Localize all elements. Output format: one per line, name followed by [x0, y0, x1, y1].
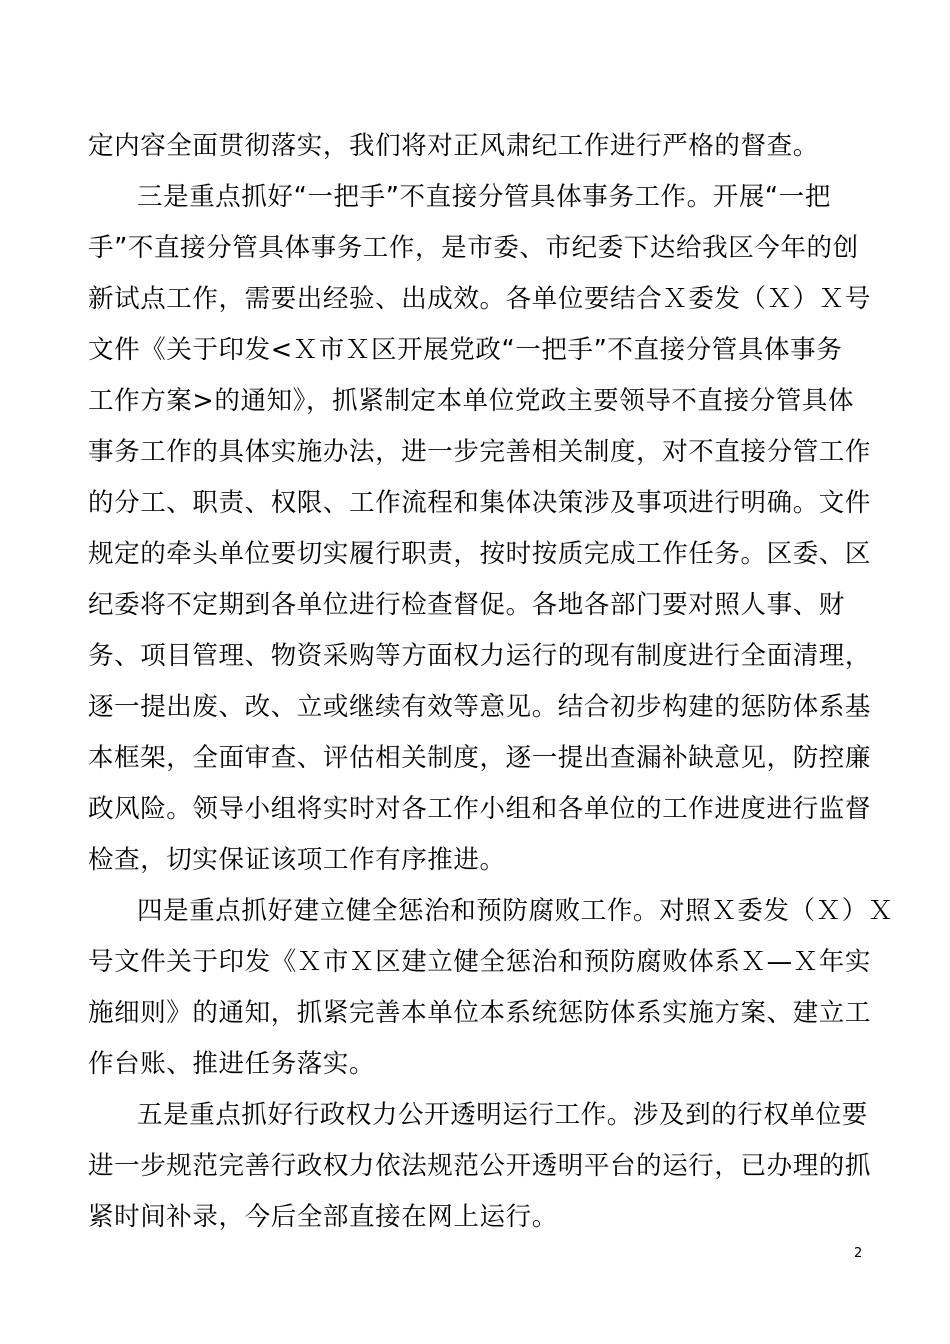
text-line: 逐一提出废、改、立或继续有效等意见。结合初步构建的惩防体系基 — [88, 692, 872, 722]
text-line: 作台账、推进任务落实。 — [88, 1049, 376, 1079]
text-line: 紧时间补录，今后全部直接在网上运行。 — [88, 1202, 558, 1232]
text-line: 施细则》的通知，抓紧完善本单位本系统惩防体系实施方案、建立工 — [88, 998, 872, 1028]
text-line: 工作方案>的通知》，抓紧制定本单位党政主要领导不直接分管具体 — [88, 386, 855, 416]
page-number: 2 — [854, 1246, 863, 1261]
text-line: 规定的牵头单位要切实履行职责，按时按质完成工作任务。区委、区 — [88, 539, 872, 569]
text-line: 本框架，全面审查、评估相关制度，逐一提出查漏补缺意见，防控廉 — [88, 743, 872, 773]
text-line: 新试点工作，需要出经验、出成效。各单位要结合Ｘ委发（Ｘ）Ｘ号 — [88, 284, 872, 314]
text-line: 五是重点抓好行政权力公开透明运行工作。涉及到的行权单位要 — [137, 1100, 868, 1130]
text-line: 的分工、职责、权限、工作流程和集体决策涉及事项进行明确。文件 — [88, 488, 872, 518]
text-line: 政风险。领导小组将实时对各工作小组和各单位的工作进度进行监督 — [88, 794, 872, 824]
text-line: 四是重点抓好建立健全惩治和预防腐败工作。对照Ｘ委发（Ｘ）Ｘ — [137, 896, 894, 926]
text-line: 手”不直接分管具体事务工作，是市委、市纪委下达给我区今年的创 — [88, 233, 859, 263]
text-line: 务、项目管理、物资采购等方面权力运行的现有制度进行全面清理， — [88, 641, 872, 671]
text-line: 检查，切实保证该项工作有序推进。 — [88, 845, 506, 875]
text-line: 纪委将不定期到各单位进行检查督促。各地各部门要对照人事、财 — [88, 590, 845, 620]
text-line: 事务工作的具体实施办法，进一步完善相关制度，对不直接分管工作 — [88, 437, 872, 467]
text-line: 文件《关于印发<Ｘ市Ｘ区开展党政“一把手”不直接分管具体事务 — [88, 335, 843, 365]
text-line: 三是重点抓好“一把手”不直接分管具体事务工作。开展“一把 — [137, 182, 831, 212]
text-line: 进一步规范完善行政权力依法规范公开透明平台的运行，已办理的抓 — [88, 1151, 872, 1181]
text-line: 定内容全面贯彻落实，我们将对正风肃纪工作进行严格的督查。 — [88, 131, 819, 161]
text-line: 号文件关于印发《Ｘ市Ｘ区建立健全惩治和预防腐败体系Ｘ—Ｘ年实 — [88, 947, 872, 977]
